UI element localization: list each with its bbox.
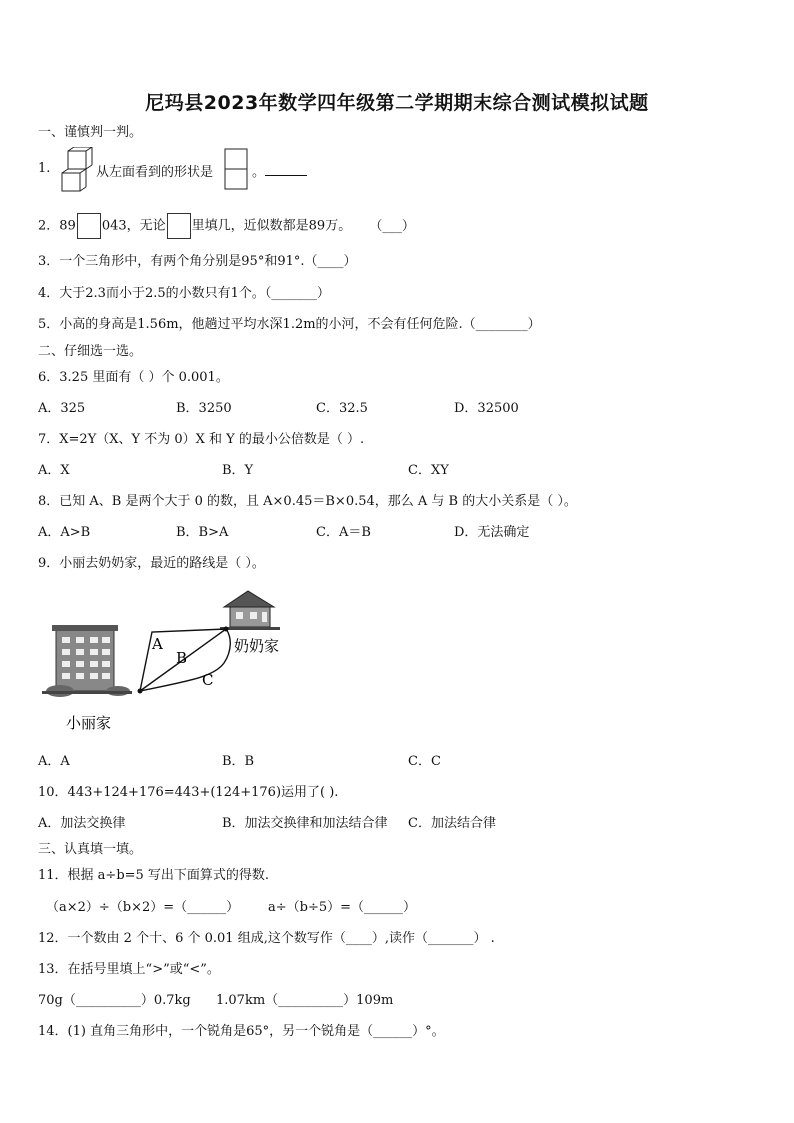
question-12: 12．一个数由 2 个十、6 个 0.01 组成,这个数写作（____）,读作（_______） . bbox=[38, 931, 495, 946]
section-1-heading: 一、谨慎判一判。 bbox=[38, 125, 143, 140]
q10-option-c[interactable]: C．加法结合律 bbox=[408, 816, 496, 831]
q6-option-c[interactable]: C．32.5 bbox=[316, 401, 368, 416]
q11-expr-2[interactable]: a÷（b÷5）=（______） bbox=[268, 900, 417, 915]
q6-option-b[interactable]: B．3250 bbox=[176, 401, 232, 416]
route-figure bbox=[38, 585, 298, 735]
question-14: 14．(1) 直角三角形中，一个锐角是65°，另一个锐角是（______）°。 bbox=[38, 1024, 445, 1039]
answer-shape-icon bbox=[224, 148, 248, 190]
q10-option-a[interactable]: A．加法交换律 bbox=[38, 816, 126, 831]
digit-box[interactable] bbox=[77, 213, 101, 239]
question-2: 2．89 043，无论 里填几，近似数都是89万。 （___） bbox=[38, 213, 415, 239]
question-8: 8．已知 A、B 是两个大于 0 的数，且 A×0.45＝B×0.54，那么 A 与 B 的大小关系是（ ）。 bbox=[38, 494, 577, 509]
q7-option-c[interactable]: C．XY bbox=[408, 463, 449, 478]
q8-option-c[interactable]: C．A＝B bbox=[316, 525, 371, 540]
q10-option-b[interactable]: B．加法交换律和加法结合律 bbox=[222, 816, 388, 831]
q7-option-a[interactable]: A．X bbox=[38, 463, 70, 478]
question-1-end: 。 bbox=[252, 161, 307, 180]
q9-option-b[interactable]: B．B bbox=[222, 754, 255, 769]
question-6: 6．3.25 里面有（ ）个 0.001。 bbox=[38, 370, 229, 385]
question-1 bbox=[38, 161, 50, 176]
question-1-text: 从左面看到的形状是 bbox=[96, 165, 214, 180]
q13-expr-2[interactable]: 1.07km（__________）109m bbox=[216, 993, 394, 1008]
answer-paren[interactable]: （___） bbox=[369, 218, 415, 234]
house-icon bbox=[220, 591, 280, 630]
section-3-heading: 三、认真填一填。 bbox=[38, 842, 143, 857]
page-title: 尼玛县2023年数学四年级第二学期期末综合测试模拟试题 bbox=[145, 92, 649, 114]
answer-blank[interactable] bbox=[265, 175, 307, 176]
q6-option-a[interactable]: A．325 bbox=[38, 401, 86, 416]
question-3: 3．一个三角形中，有两个角分别是95°和91°.（____） bbox=[38, 254, 357, 269]
q8-option-a[interactable]: A．A>B bbox=[38, 525, 91, 540]
q7-option-b[interactable]: B．Y bbox=[222, 463, 254, 478]
route-label-b: B bbox=[176, 649, 188, 667]
question-4: 4．大于2.3而小于2.5的小数只有1个。（_______） bbox=[38, 286, 330, 301]
cube-stack-icon bbox=[60, 147, 94, 193]
section-2-heading: 二、仔细选一选。 bbox=[38, 344, 143, 359]
q11-expr-1[interactable]: （a×2）÷（b×2）=（______） bbox=[46, 900, 240, 915]
apartment-building-icon bbox=[42, 625, 132, 697]
question-7: 7．X=2Y（X、Y 不为 0）X 和 Y 的最小公倍数是（ ）. bbox=[38, 432, 365, 447]
q9-option-c[interactable]: C．C bbox=[408, 754, 441, 769]
route-label-c: C bbox=[202, 671, 214, 689]
q8-option-b[interactable]: B．B>A bbox=[176, 525, 229, 540]
q13-expr-1[interactable]: 70g（__________）0.7kg bbox=[38, 993, 191, 1008]
question-10: 10．443+124+176=443+(124+176)运用了( ). bbox=[38, 785, 339, 800]
digit-box[interactable] bbox=[167, 213, 191, 239]
question-13: 13．在括号里填上“>”或“<”。 bbox=[38, 962, 220, 977]
q6-option-d[interactable]: D．32500 bbox=[454, 401, 519, 416]
question-1-number: 1. bbox=[38, 161, 51, 176]
route-label-a: A bbox=[152, 635, 163, 653]
q8-option-d[interactable]: D．无法确定 bbox=[454, 525, 530, 540]
question-9: 9．小丽去奶奶家，最近的路线是（ ）。 bbox=[38, 556, 265, 571]
q9-option-a[interactable]: A．A bbox=[38, 754, 70, 769]
xiaoli-home-label: 小丽家 bbox=[66, 714, 112, 732]
grandma-home-label: 奶奶家 bbox=[234, 637, 280, 655]
question-11: 11．根据 a÷b=5 写出下面算式的得数. bbox=[38, 868, 270, 883]
question-5: 5．小高的身高是1.56m，他趟过平均水深1.2m的小河，不会有任何危险.（________） bbox=[38, 317, 541, 332]
